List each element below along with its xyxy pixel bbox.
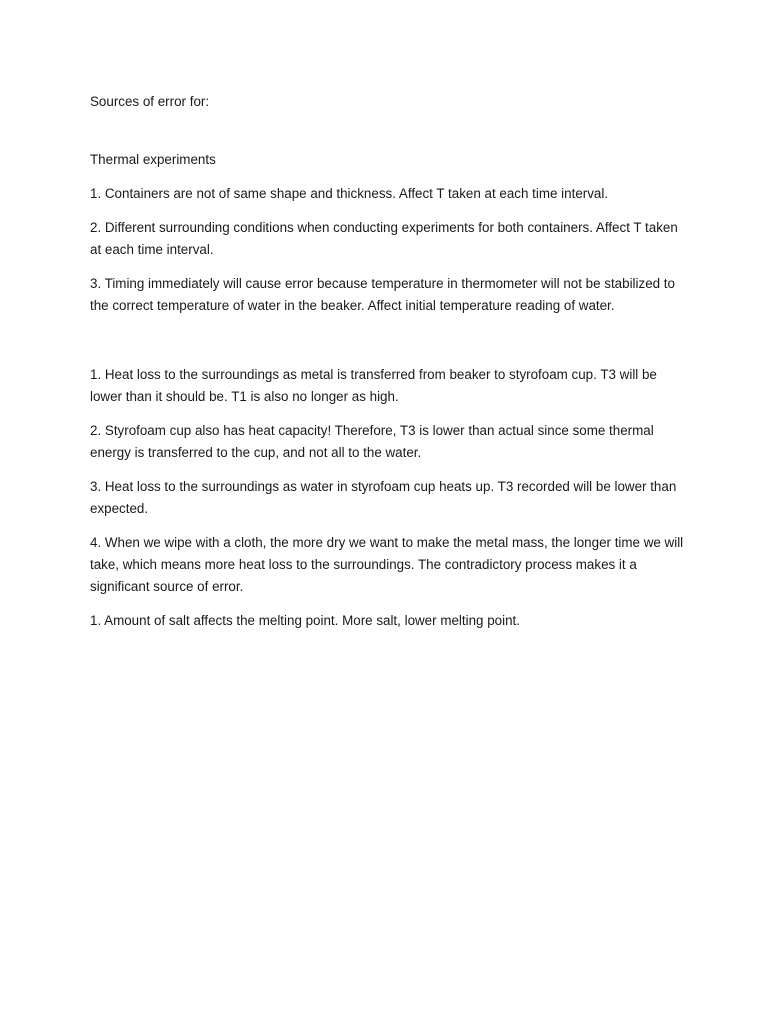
heat-item-1: 1. Heat loss to the surroundings as metal is transferred from beaker to styrofoam cup. T3 will be lower than it should be. T1 is also no longer as high. — [90, 367, 657, 404]
salt-item-1: 1. Amount of salt affects the melting point. More salt, lower melting point. — [90, 613, 520, 628]
thermal-item-1: 1. Containers are not of same shape and thickness. Affect T taken at each time interval. — [90, 186, 609, 201]
heat-item-3: 3. Heat loss to the surroundings as water in styrofoam cup heats up. T3 recorded will be lower than expected. — [90, 479, 677, 516]
heat-item-2: 2. Styrofoam cup also has heat capacity! Therefore, T3 is lower than actual since some thermal energy is transferred to the cup, and not all to the water. — [90, 423, 654, 460]
document-page — [90, 91, 690, 644]
section-title-thermal: Thermal experiments — [90, 152, 216, 167]
thermal-item-3: 3. Timing immediately will cause error because temperature in thermometer will not be stabilized to the correct temperature of water in the beaker. Affect initial temperature reading of water. — [90, 276, 675, 313]
thermal-item-2: 2. Different surrounding conditions when conducting experiments for both containers. Affect T taken at each time interval. — [90, 220, 678, 257]
document-heading: Sources of error for: — [90, 94, 210, 109]
spacer — [90, 113, 690, 149]
spacer — [90, 329, 690, 364]
heat-item-4: 4. When we wipe with a cloth, the more dry we want to make the metal mass, the longer time we will take, which means more heat loss to the surroundings. The contradictory process makes it a significant source of error. — [90, 535, 684, 594]
